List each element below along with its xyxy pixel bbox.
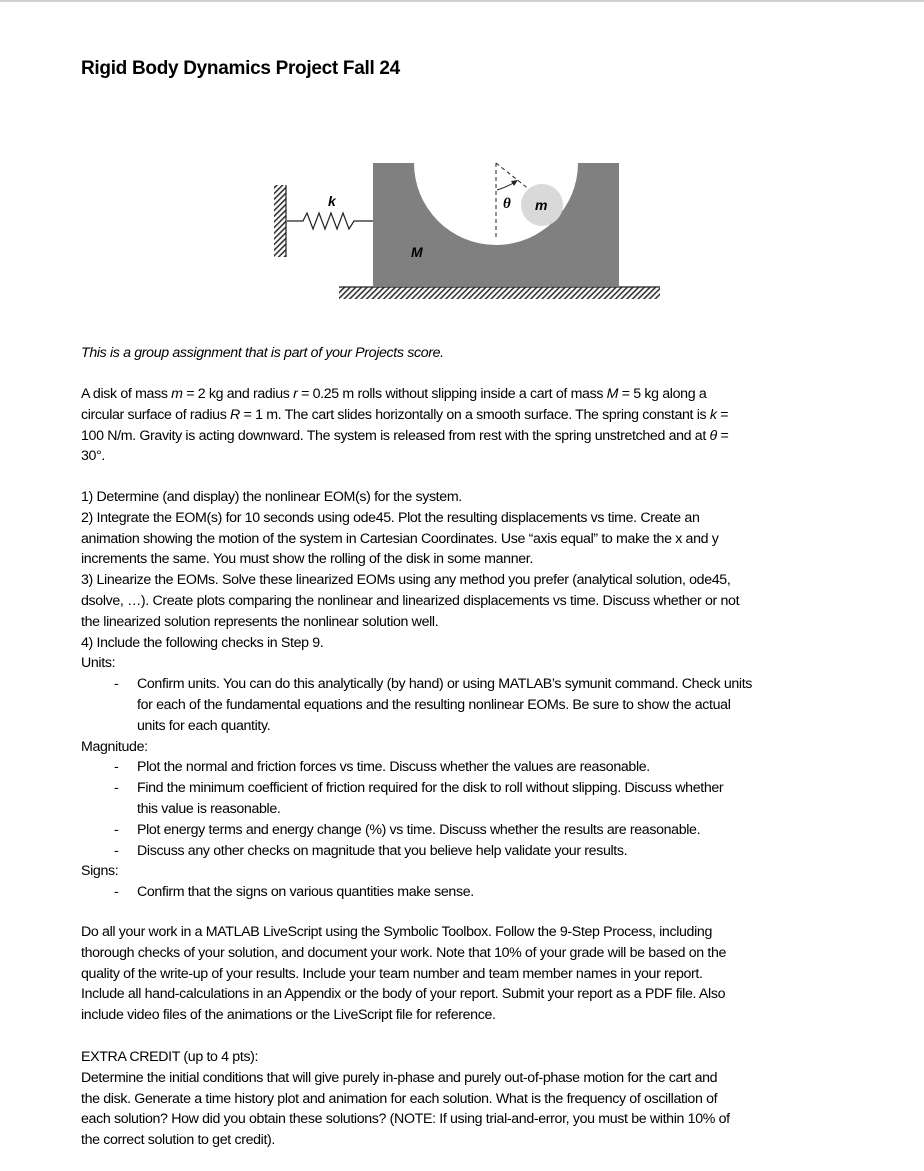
text-segment: = 1 m. The cart slides horizontally on a smooth surface. The spring constant is [239,406,710,423]
text-line [81,487,752,508]
text-line [81,549,752,570]
text-line [81,861,752,882]
text-line [81,922,726,943]
text-segment: 1) Determine (and display) the nonlinear EOM(s) for the system. [81,489,462,505]
text-line [81,1068,730,1089]
text-segment: Plot the normal and friction forces vs time. Discuss whether the values are reasonable. [137,759,650,776]
angle-arrow [497,182,515,190]
text-line [81,820,752,841]
text-line [81,737,752,758]
text-segment: each solution? How did you obtain these solutions? (NOTE: If using trial-and-error, you must be within 10% of [81,1111,730,1128]
text-segment: M [606,386,619,402]
text-line [81,612,752,633]
text-line [81,1089,730,1110]
text-segment: quality of the write-up of your results. Include your team number and team member names in your report. [81,965,703,982]
text-segment: thorough checks of your solution, and document your work. Note that 10% of your grade will be based on the [81,944,727,961]
text-segment: k [709,406,717,423]
cart-mass-label: M [411,244,423,260]
text-line [81,984,726,1005]
text-segment: 100 N/m. Gravity is acting downward. The system is released from rest with the spring unstretched and at [81,427,710,444]
paragraph [81,922,726,1026]
text-segment: the disk. Generate a time history plot and animation for each solution. What is the frequency of oscillation of [81,1090,718,1107]
text-line [81,1130,730,1151]
text-segment: this value is reasonable. [137,800,281,817]
text-segment: Do all your work in a MATLAB LiveScript using the Symbolic Toolbox. Follow the 9-Step Process, including [81,924,712,940]
paragraph [81,384,728,467]
text-segment: Magnitude: [81,738,148,755]
text-segment: animation showing the motion of the system in Cartesian Coordinates. Use “axis equal” to make the x and y [81,530,719,547]
text-line [81,674,752,695]
text-line [81,570,752,591]
text-line [81,1005,726,1026]
disk-mass-label: m [535,197,548,213]
text-segment: A disk of mass [81,386,172,402]
text-segment: R [230,406,240,423]
text-segment: θ [709,427,717,444]
text-segment: Units: [81,655,116,672]
theta-label: θ [503,196,511,212]
text-segment: 3) Linearize the EOMs. Solve these linearized EOMs using any method you prefer (analytical solution, ode45, [81,572,731,589]
text-segment: Include all hand-calculations in an Appendix or the body of your report. Submit your report as a PDF file. Also [81,986,726,1003]
text-segment: 4) Include the following checks in Step 9. [81,634,324,651]
text-segment: for each of the fundamental equations and the resulting nonlinear EOMs. Be sure to show the actual [137,696,731,713]
text-segment: dsolve, …). Create plots comparing the nonlinear and linearized displacements vs time. Discuss whether or not [81,592,740,609]
text-segment: units for each quantity. [137,717,271,734]
bullet-dash: - [114,884,119,901]
text-segment: m [171,386,183,402]
wall [274,185,286,257]
text-segment: 30°. [81,448,105,465]
text-segment: increments the same. You must show the rolling of the disk in some manner. [81,551,533,568]
text-segment: Discuss any other checks on magnitude that you believe help validate your results. [137,842,628,859]
text-segment: r [293,386,298,402]
text-line [81,529,752,550]
text-line [81,1047,730,1068]
ground [339,287,660,299]
text-segment: the linearized solution represents the nonlinear solution well. [81,613,439,630]
text-segment: 2) Integrate the EOM(s) for 10 seconds using ode45. Plot the resulting displacements vs time. Create an [81,509,700,526]
text-line [81,695,752,716]
spring-constant-label: k [328,193,336,209]
text-line [81,882,752,903]
text-line [81,716,752,737]
text-line [81,384,728,405]
text-line [81,633,752,654]
paragraph [81,1047,730,1151]
page-top-border [0,0,924,2]
paragraph [81,343,444,364]
text-segment: = 2 kg and radius [182,386,294,402]
text-segment: = [716,406,729,423]
text-segment: Confirm units. You can do this analytically (by hand) or using MATLAB’s symunit command. Check units [137,676,753,693]
text-line [81,508,752,529]
text-segment: Plot energy terms and energy change (%) vs time. Discuss whether the results are reasonable. [137,821,701,838]
text-line [81,343,444,364]
text-segment: include video files of the animations or the LiveScript file for reference. [81,1007,496,1024]
text-line [81,778,752,799]
text-segment: This is a group assignment that is part of your Projects score. [81,345,444,361]
text-segment: = 5 kg along a [618,386,707,402]
text-segment: Determine the initial conditions that will give purely in-phase and purely out-of-phase motion for the cart and [81,1069,718,1086]
text-segment: Find the minimum coefficient of friction required for the disk to roll without slipping. Discuss whether [137,780,724,797]
text-line [81,591,752,612]
spring [287,213,373,229]
text-line [81,799,752,820]
cart-disk-spring-diagram [260,150,660,310]
text-segment: = 0.25 m rolls without slipping inside a cart of mass [297,386,607,402]
text-line [81,405,728,426]
cart [373,163,619,286]
text-segment: circular surface of radius [81,406,231,423]
bullet-dash: - [114,842,119,859]
paragraph [81,487,752,903]
text-segment: Signs: [81,863,119,880]
text-line [81,757,752,778]
text-line [81,653,752,674]
text-line [81,964,726,985]
page-title: Rigid Body Dynamics Project Fall 24 [81,58,400,79]
text-segment: = [716,427,729,444]
text-segment: the correct solution to get credit). [81,1132,276,1149]
bullet-dash: - [114,821,119,838]
text-line [81,1109,730,1130]
text-line [81,426,728,447]
bullet-dash: - [114,676,119,693]
bullet-dash: - [114,759,119,776]
text-line [81,943,726,964]
bullet-dash: - [114,780,119,797]
text-line [81,841,752,862]
text-segment: EXTRA CREDIT (up to 4 pts): [81,1049,259,1065]
text-segment: Confirm that the signs on various quantities make sense. [137,884,474,901]
text-line [81,446,728,467]
